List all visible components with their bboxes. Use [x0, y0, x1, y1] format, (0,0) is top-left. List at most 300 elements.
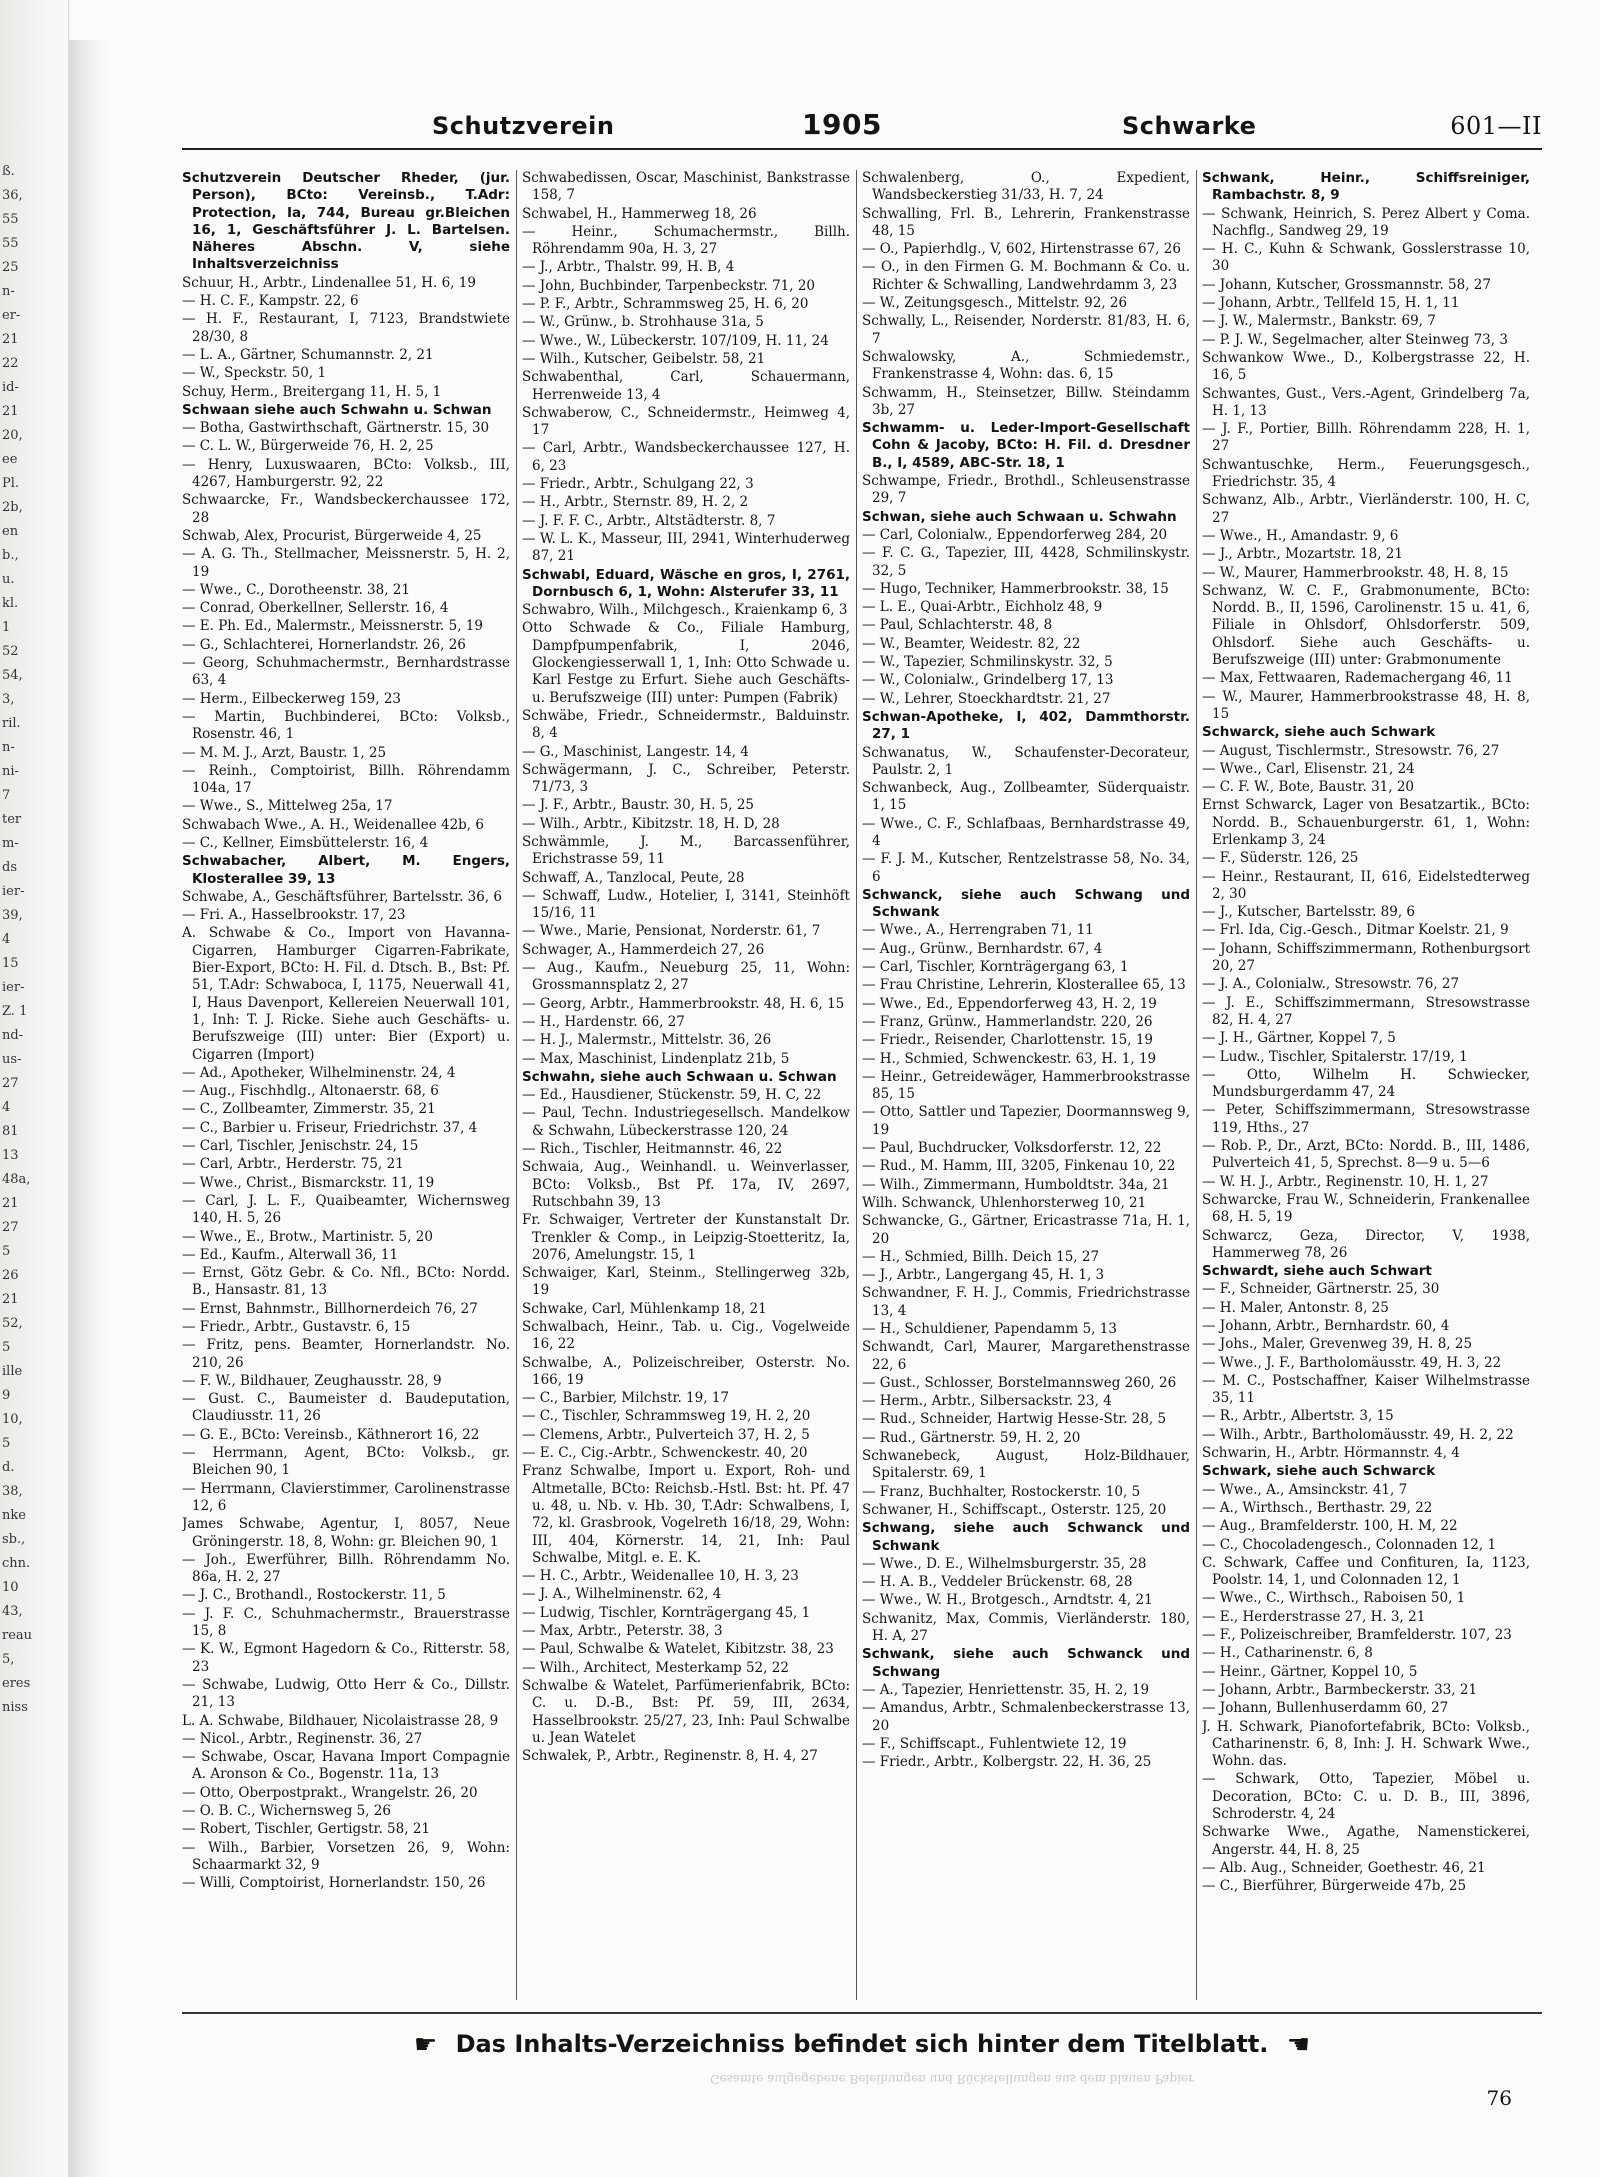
- directory-entry: — J. W., Malermstr., Bankstr. 69, 7: [1202, 313, 1436, 330]
- directory-entry: — Aug., Grünw., Bernhardstr. 67, 4: [862, 940, 1103, 957]
- directory-entry: — J. A., Wilhelminenstr. 62, 4: [522, 1586, 722, 1603]
- directory-entry: Schwarck, siehe auch Schwark: [1202, 724, 1436, 741]
- directory-entry: — Robert, Tischler, Gertigstr. 58, 21: [182, 1821, 430, 1838]
- directory-entry: Schwabedissen, Oscar, Maschinist, Bankstrasse 158, 7: [522, 170, 850, 204]
- directory-entry: — Hugo, Techniker, Hammerbrookstr. 38, 15: [862, 580, 1169, 597]
- gutter-fragment: 27: [2, 1076, 19, 1091]
- directory-entry: — Schwabe, Ludwig, Otto Herr & Co., Dillstr. 21, 13: [182, 1676, 510, 1711]
- directory-entry: — A. G. Th., Stellmacher, Meissnerstr. 5, H. 2, 19: [182, 546, 510, 580]
- directory-entry: — E. Ph. Ed., Malermstr., Meissnerstr. 5, 19: [182, 618, 483, 635]
- gutter-fragment: 7: [2, 788, 11, 803]
- gutter-fragment: nd-: [2, 1028, 24, 1043]
- gutter-fragment: 52: [2, 644, 19, 659]
- directory-entry: — W., Maurer, Hammerbrookstrasse 48, H. 8, 15: [1202, 688, 1530, 722]
- directory-entry: — Friedr., Arbtr., Schulgang 22, 3: [522, 476, 754, 493]
- directory-entry: Schwab, Alex, Procurist, Bürgerweide 4, 25: [182, 527, 482, 544]
- header-year: 1905: [802, 108, 882, 141]
- gutter-fragment: ier-: [2, 980, 25, 995]
- gutter-fragment: Z. 1: [2, 1004, 28, 1019]
- gutter-fragment: 10: [2, 1580, 19, 1595]
- directory-entry: Schwampe, Friedr., Brothdl., Schleusenstrasse 29, 7: [862, 473, 1190, 507]
- directory-entry: — Aug., Kaufm., Neueburg 25, 11, Wohn: Grossmannsplatz 2, 27: [522, 960, 850, 994]
- directory-entry: — H. C., Arbtr., Weidenallee 10, H. 3, 23: [522, 1568, 799, 1585]
- directory-entry: — Johann, Kutscher, Grossmannstr. 58, 27: [1202, 276, 1491, 293]
- directory-entry: Schutzverein Deutscher Rheder, (jur. Person), BCto: Vereinsb., T.Adr: Protection, Ia, 744, Bureau gr.Bleichen 16, 1, Geschäftsführer J. L. Bartelsen. Näheres Abschn. V, siehe Inhaltsverzeichniss: [182, 170, 510, 273]
- directory-entry: Schwanatus, W., Schaufenster-Decorateur, Paulstr. 2, 1: [862, 744, 1190, 778]
- gutter-fragment: 10,: [2, 1412, 23, 1427]
- directory-entry: — Wilh., Barbier, Vorsetzen 26, 9, Wohn: Schaarmarkt 32, 9: [182, 1839, 510, 1873]
- directory-entry: Schwabel, H., Hammerweg 18, 26: [522, 205, 757, 222]
- directory-entry: — Heinr., Restaurant, II, 616, Eidelstedterweg 2, 30: [1202, 868, 1530, 902]
- gutter-fragment: 5: [2, 1436, 11, 1451]
- directory-entry: — Wwe., A., Herrengraben 71, 11: [862, 922, 1094, 939]
- directory-entry: — Carl, Arbtr., Herderstr. 75, 21: [182, 1156, 404, 1173]
- directory-entry: — C., Chocoladengesch., Colonnaden 12, 1: [1202, 1536, 1497, 1553]
- directory-entry: — Ernst, Götz Gebr. & Co. Nfl., BCto: Nordd. B., Hansastr. 81, 13: [182, 1265, 510, 1299]
- directory-entry: — Wilh., Kutscher, Geibelstr. 58, 21: [522, 350, 766, 367]
- directory-entry: — Paul, Techn. Industriegesellsch. Mandelkow & Schwahn, Lübeckerstrasse 120, 24: [522, 1105, 850, 1139]
- directory-entry: — J., Arbtr., Mozartstr. 18, 21: [1202, 546, 1403, 563]
- gutter-fragment: 9: [2, 1388, 11, 1403]
- gutter-fragment: chn.: [2, 1556, 31, 1571]
- directory-entry: — C., Bierführer, Bürgerweide 47b, 25: [1202, 1878, 1467, 1895]
- directory-entry: Schwankow Wwe., D., Kolbergstrasse 22, H. 16, 5: [1202, 349, 1530, 384]
- gutter-fragment: ier-: [2, 884, 25, 899]
- directory-entry: — H. C., Kuhn & Schwank, Gosslerstrasse 10, 30: [1202, 241, 1530, 275]
- directory-entry: — C., Kellner, Eimsbüttelerstr. 16, 4: [182, 834, 429, 851]
- gutter-fragment: ni-: [2, 764, 19, 779]
- gutter-fragment: m-: [2, 836, 19, 851]
- column-3: [862, 170, 1190, 2010]
- directory-entry: — Henry, Luxuswaaren, BCto: Volksb., III, 4267, Hamburgerstr. 92, 22: [182, 456, 510, 491]
- directory-entry: — Schwaff, Ludw., Hotelier, I, 3141, Steinhöft 15/16, 11: [522, 887, 850, 922]
- directory-entry: Schwalowsky, A., Schmiedemstr., Frankenstrasse 4, Wohn: das. 6, 15: [862, 348, 1190, 383]
- gutter-fragment: 22: [2, 356, 19, 371]
- directory-entry: — Clemens, Arbtr., Pulverteich 37, H. 2, 5: [522, 1426, 810, 1443]
- directory-entry: — Herrmann, Agent, BCto: Volksb., gr. Bleichen 90, 1: [182, 1445, 510, 1479]
- footer-notice: [182, 2030, 1542, 2070]
- directory-entry: — F. C. G., Tapezier, III, 4428, Schmilinskystr. 32, 5: [862, 545, 1190, 579]
- directory-entry: Schwalbach, Heinr., Tab. u. Cig., Vogelweide 16, 22: [522, 1319, 850, 1353]
- directory-entry: Schuur, H., Arbtr., Lindenallee 51, H. 6, 19: [182, 274, 476, 291]
- directory-entry: — F. W., Bildhauer, Zeughausstr. 28, 9: [182, 1372, 442, 1389]
- column-divider: [516, 170, 517, 2000]
- directory-entry: — Wilh., Zimmermann, Humboldtstr. 34a, 21: [862, 1176, 1170, 1193]
- directory-entry: — Wwe., C., Dorotheenstr. 38, 21: [182, 581, 410, 598]
- directory-entry: — Ad., Apotheker, Wilhelminenstr. 24, 4: [182, 1064, 456, 1081]
- directory-entry: Schwank, siehe auch Schwanck und Schwang: [862, 1646, 1190, 1680]
- gutter-fragment: eres: [2, 1676, 31, 1691]
- directory-entry: — J. H., Gärtner, Koppel 7, 5: [1202, 1030, 1396, 1047]
- directory-entry: Schwaan siehe auch Schwahn u. Schwan: [182, 401, 492, 418]
- directory-entry: — Ludwig, Tischler, Kornträgergang 45, 1: [522, 1604, 811, 1621]
- directory-entry: — Wwe., J. F., Bartholomäusstr. 49, H. 3, 22: [1202, 1354, 1502, 1371]
- gutter-fragment: u.: [2, 572, 15, 587]
- directory-entry: — Rob. P., Dr., Arzt, BCto: Nordd. B., III, 1486, Pulverteich 41, 5, Sprechst. 8—9 u. 5—6: [1202, 1138, 1530, 1172]
- directory-entry: Schwamm- u. Leder-Import-Gesellschaft Cohn & Jacoby, BCto: H. Fil. d. Dresdner B., I, 4589, ABC-Str. 18, 1: [862, 420, 1190, 471]
- directory-entry: — J. F. C., Schuhmachermstr., Brauerstrasse 15, 8: [182, 1605, 510, 1640]
- gutter-fragment: b.,: [2, 548, 19, 563]
- directory-entry: Schwang, siehe auch Schwanck und Schwank: [862, 1520, 1190, 1554]
- directory-entry: — M. M. J., Arzt, Baustr. 1, 25: [182, 744, 387, 761]
- gutter-fragment: 55: [2, 236, 19, 251]
- gutter-fragment: 52,: [2, 1316, 23, 1331]
- directory-entry: — J. F., Portier, Billh. Röhrendamm 228, H. 1, 27: [1202, 421, 1530, 455]
- directory-entry: — Willi, Comptoirist, Hornerlandstr. 150, 26: [182, 1875, 486, 1892]
- directory-entry: L. A. Schwabe, Bildhauer, Nicolaistrasse 28, 9: [182, 1712, 499, 1729]
- directory-entry: — Franz, Buchhalter, Rostockerstr. 10, 5: [862, 1483, 1141, 1500]
- column-4: [1202, 170, 1530, 2010]
- directory-entry: — F., Süderstr. 126, 25: [1202, 850, 1359, 867]
- directory-entry: — Frl. Ida, Cig.-Gesch., Ditmar Koelstr. 21, 9: [1202, 922, 1509, 939]
- gutter-fragment: 20,: [2, 428, 23, 443]
- directory-entry: — Wwe., E., Brotw., Martinistr. 5, 20: [182, 1228, 433, 1245]
- directory-entry: — Schwark, Otto, Tapezier, Möbel u. Decoration, BCto: C. u. D. B., III, 3896, Schroderstr. 4, 24: [1202, 1771, 1530, 1823]
- directory-entry: — O., Papierhdlg., V, 602, Hirtenstrasse 67, 26: [862, 241, 1181, 258]
- running-header: [182, 100, 1542, 150]
- directory-entry: Schwaiger, Karl, Steinm., Stellingerweg 32b, 19: [522, 1265, 850, 1299]
- directory-entry: Schwaia, Aug., Weinhandl. u. Weinverlasser, BCto: Volksb., Bst Pf. 17a, IV, 2697, Rutschbahn 39, 13: [522, 1159, 850, 1210]
- directory-entry: Schwarcke, Frau W., Schneiderin, Frankenallee 68, H. 5, 19: [1202, 1191, 1530, 1226]
- facing-page-fragments: [2, 160, 62, 1960]
- directory-entry: — J. C., Brothandl., Rostockerstr. 11, 5: [182, 1587, 446, 1604]
- directory-entry: Schwandt, Carl, Maurer, Margarethenstrasse 22, 6: [862, 1339, 1190, 1373]
- directory-entry: Schwämmle, J. M., Barcassenführer, Erichstrasse 59, 11: [522, 833, 850, 868]
- footer-divider: [182, 2012, 1542, 2014]
- gutter-fragment: n-: [2, 740, 15, 755]
- directory-entry: — W., Lehrer, Stoeckhardtstr. 21, 27: [862, 690, 1111, 707]
- directory-entry: Schwäbe, Friedr., Schneidermstr., Balduinstr. 8, 4: [522, 707, 850, 742]
- directory-entry: Schwanebeck, August, Holz-Bildhauer, Spitalerstr. 69, 1: [862, 1448, 1190, 1482]
- directory-entry: — Carl, J. L. F., Quaibeamter, Wichernsweg 140, H. 5, 26: [182, 1192, 510, 1227]
- pointing-hand-icon: ☛: [413, 2030, 438, 2060]
- directory-entry: — H. Maler, Antonstr. 8, 25: [1202, 1299, 1389, 1316]
- column-divider: [856, 170, 857, 2000]
- directory-entry: — F., Schiffscapt., Fuhlentwiete 12, 19: [862, 1735, 1127, 1752]
- gutter-fragment: 38,: [2, 1484, 23, 1499]
- book-gutter-shadow: [68, 40, 108, 2177]
- directory-entry: — W. H. J., Arbtr., Reginenstr. 10, H. 1, 27: [1202, 1173, 1489, 1190]
- directory-entry: — Otto, Wilhelm H. Schwiecker, Mundsburgerdamm 47, 24: [1202, 1066, 1530, 1101]
- directory-entry: Schwally, L., Reisender, Norderstr. 81/83, H. 6, 7: [862, 313, 1190, 347]
- directory-entry: — Johann, Arbtr., Tellfeld 15, H. 1, 11: [1202, 295, 1460, 312]
- directory-entry: — Wwe., Ed., Eppendorferweg 43, H. 2, 19: [862, 995, 1157, 1012]
- directory-entry: Schwalbe & Watelet, Parfümerienfabrik, BCto: C. u. D.-B., Bst: Pf. 59, III, 2634, Hasselbrookstr. 25/27, 23, Inh: Paul Schwalbe u. Jean Watelet: [522, 1677, 850, 1746]
- gutter-fragment: 2b,: [2, 500, 23, 515]
- directory-entry: — E., Herderstrasse 27, H. 3, 21: [1202, 1608, 1426, 1625]
- directory-entry: — Carl, Arbtr., Wandsbeckerchaussee 127, H. 6, 23: [522, 440, 850, 474]
- directory-entry: — Franz, Grünw., Hammerlandstr. 220, 26: [862, 1013, 1153, 1030]
- facing-page-edge: [0, 0, 69, 2177]
- directory-entry: — John, Buchbinder, Tarpenbeckstr. 71, 20: [522, 277, 816, 294]
- directory-entry: — J. F., Arbtr., Baustr. 30, H. 5, 25: [522, 797, 755, 814]
- directory-entry: — Wwe., W. H., Brotgesch., Arndtstr. 4, 21: [862, 1592, 1153, 1609]
- directory-entry: Schwager, A., Hammerdeich 27, 26: [522, 941, 765, 958]
- directory-entry: — Ernst, Bahnmstr., Billhornerdeich 76, 27: [182, 1300, 478, 1317]
- directory-entry: Franz Schwalbe, Import u. Export, Roh- und Altmetalle, BCto: Reichsb.-Hstl. Bst: ht. Pf. 47 u. 48, u. Nb. v. Hb. 30, T.Adr: Schwalbens, I, 72, kl. Grasbrook, Vogelreth 16/18, 29, Wohn: III, 404, Körnerstr. 14, 21, Inh: Paul Schwalbe, Mitgl. e. E. K.: [522, 1463, 850, 1566]
- directory-entry: — Carl, Tischler, Jenischstr. 24, 15: [182, 1138, 419, 1155]
- directory-entry: — Aug., Fischhdlg., Altonaerstr. 68, 6: [182, 1083, 439, 1100]
- directory-entry: — Max, Arbtr., Peterstr. 38, 3: [522, 1623, 723, 1640]
- gutter-fragment: 55: [2, 212, 19, 227]
- directory-entry: Schwamm, H., Steinsetzer, Billw. Steindamm 3b, 27: [862, 384, 1190, 418]
- directory-entry: — E. C., Cig.-Arbtr., Schwenckestr. 40, 20: [522, 1445, 808, 1462]
- directory-entry: — W., Beamter, Weidestr. 82, 22: [862, 635, 1081, 652]
- gutter-fragment: Pl.: [2, 476, 20, 491]
- directory-entry: Schwaner, H., Schiffscapt., Osterstr. 125, 20: [862, 1501, 1167, 1518]
- directory-entry: — C., Barbier u. Friseur, Friedrichstr. 37, 4: [182, 1119, 478, 1136]
- directory-entry: — Wilh., Arbtr., Bartholomäusstr. 49, H. 2, 22: [1202, 1426, 1514, 1443]
- directory-entry: J. H. Schwark, Pianofortefabrik, BCto: Volksb., Catharinenstr. 6, 8, Inh: J. H. Schwark Wwe., Wohn. das.: [1202, 1718, 1530, 1770]
- directory-entry: — August, Tischlermstr., Stresowstr. 76, 27: [1202, 742, 1500, 759]
- directory-entry: — Herm., Arbtr., Silbersackstr. 23, 4: [862, 1393, 1112, 1410]
- directory-entry: Schwabl, Eduard, Wäsche en gros, I, 2761, Dornbusch 6, 1, Wohn: Alsterufer 33, 11: [522, 566, 850, 600]
- directory-entry: — Wwe., D. E., Wilhelmsburgerstr. 35, 28: [862, 1555, 1147, 1572]
- directory-entry: — K. W., Egmont Hagedorn & Co., Ritterstr. 58, 23: [182, 1641, 510, 1675]
- gutter-fragment: ß.: [2, 164, 15, 179]
- directory-entry: — G., Maschinist, Langestr. 14, 4: [522, 743, 749, 760]
- directory-entry: — Schwabe, Oscar, Havana Import Compagnie A. Aronson & Co., Bogenstr. 11a, 13: [182, 1749, 510, 1783]
- gutter-fragment: kl.: [2, 596, 19, 611]
- directory-entry: — Max, Maschinist, Lindenplatz 21b, 5: [522, 1050, 790, 1067]
- directory-entry: Wilh. Schwanck, Uhlenhorsterweg 10, 21: [862, 1194, 1147, 1211]
- directory-entry: Schwahn, siehe auch Schwaan u. Schwan: [522, 1068, 837, 1085]
- directory-entry: — W., Maurer, Hammerbrookstr. 48, H. 8, 15: [1202, 564, 1509, 581]
- directory-entry: — C., Barbier, Milchstr. 19, 17: [522, 1390, 729, 1407]
- directory-entry: — W., Grünw., b. Strohhause 31a, 5: [522, 314, 764, 331]
- directory-entry: — G. E., BCto: Vereinsb., Käthnerort 16, 22: [182, 1426, 480, 1443]
- directory-entry: — M. C., Postschaffner, Kaiser Wilhelmstrasse 35, 11: [1202, 1372, 1530, 1407]
- directory-entry: — J., Kutscher, Bartelsstr. 89, 6: [1202, 904, 1416, 921]
- directory-entry: — W., Speckstr. 50, 1: [182, 365, 327, 382]
- directory-entry: — Wwe., C., Wirthsch., Raboisen 50, 1: [1202, 1590, 1466, 1607]
- directory-entry: Schwank, Heinr., Schiffsreiniger, Rambachstr. 8, 9: [1202, 170, 1530, 204]
- directory-entry: James Schwabe, Agentur, I, 8057, Neue Gröningerstr. 18, 8, Wohn: gr. Bleichen 90, 1: [182, 1516, 510, 1550]
- directory-entry: Schwalenberg, O., Expedient, Wandsbeckerstieg 31/33, H. 7, 24: [862, 170, 1190, 204]
- directory-entry: — Heinr., Gärtner, Koppel 10, 5: [1202, 1663, 1418, 1680]
- directory-entry: — Martin, Buchbinderei, BCto: Volksb., Rosenstr. 46, 1: [182, 708, 510, 743]
- directory-entry: — R., Arbtr., Albertstr. 3, 15: [1202, 1408, 1394, 1425]
- directory-entry: — Paul, Schwalbe & Watelet, Kibitzstr. 38, 23: [522, 1641, 834, 1658]
- directory-entry: — Friedr., Reisender, Charlottenstr. 15, 19: [862, 1032, 1154, 1049]
- directory-entry: C. Schwark, Caffee und Confituren, Ia, 1123, Poolstr. 14, 1, und Colonnaden 12, 1: [1202, 1554, 1530, 1589]
- directory-entry: — H., Hardenstr. 66, 27: [522, 1013, 685, 1030]
- directory-entry: — Alb. Aug., Schneider, Goethestr. 46, 21: [1202, 1859, 1486, 1876]
- gutter-fragment: 25: [2, 260, 19, 275]
- gutter-fragment: 81: [2, 1124, 19, 1139]
- directory-entry: — Rud., Schneider, Hartwig Hesse-Str. 28, 5: [862, 1411, 1167, 1428]
- directory-entry: — Wilh., Architect, Mesterkamp 52, 22: [522, 1659, 789, 1676]
- directory-entry: — H., Schmied, Schwenckestr. 63, H. 1, 19: [862, 1050, 1157, 1067]
- directory-entry: Ernst Schwarck, Lager von Besatzartik., BCto: Nordd. B., Schauenburgerstr. 61, 1, Wohn: Erlenkamp 3, 24: [1202, 797, 1530, 848]
- directory-entry: — J. A., Colonialw., Stresowstr. 76, 27: [1202, 976, 1460, 993]
- gutter-fragment: 3,: [2, 692, 15, 707]
- gutter-fragment: 43,: [2, 1604, 23, 1619]
- directory-entry: — Wwe., Carl, Elisenstr. 21, 24: [1202, 760, 1415, 777]
- directory-entry: Schwardt, siehe auch Schwart: [1202, 1263, 1432, 1280]
- directory-entry: Schwaberow, C., Schneidermstr., Heimweg 4, 17: [522, 404, 850, 439]
- directory-entry: — J., Arbtr., Langergang 45, H. 1, 3: [862, 1267, 1105, 1284]
- directory-entry: — J. F. F. C., Arbtr., Altstädterstr. 8, 7: [522, 512, 776, 529]
- directory-entry: — H., Schmied, Billh. Deich 15, 27: [862, 1248, 1100, 1265]
- gutter-fragment: 21: [2, 404, 19, 419]
- directory-entry: Schwanck, siehe auch Schwang und Schwank: [862, 886, 1190, 921]
- directory-entry: Schwarcz, Geza, Director, V, 1938, Hammerweg 78, 26: [1202, 1227, 1530, 1261]
- directory-entry: — H. C. F., Kampstr. 22, 6: [182, 293, 359, 310]
- directory-entry: — Wwe., A., Amsinckstr. 41, 7: [1202, 1481, 1408, 1498]
- directory-entry: Schwabenthal, Carl, Schauermann, Herrenweide 13, 4: [522, 369, 850, 403]
- footer-text: Das Inhalts-Verzeichniss befindet sich hinter dem Titelblatt.: [455, 2030, 1269, 2058]
- directory-entry: Fr. Schwaiger, Vertreter der Kunstanstalt Dr. Trenkler & Comp., in Leipzig-Stoetteritz, Ia, 2076, Amelungstr. 15, 1: [522, 1212, 850, 1263]
- directory-entry: — Herrmann, Clavierstimmer, Carolinenstrasse 12, 6: [182, 1480, 510, 1514]
- gutter-fragment: er-: [2, 308, 21, 323]
- directory-entry: — Frau Christine, Lehrerin, Klosterallee 65, 13: [862, 977, 1186, 994]
- gutter-fragment: 26: [2, 1268, 19, 1283]
- directory-entry: Schuy, Herm., Breitergang 11, H. 5, 1: [182, 383, 442, 400]
- directory-entry: — Friedr., Arbtr., Gustavstr. 6, 15: [182, 1319, 411, 1335]
- directory-entry: — H. A. B., Veddeler Brückenstr. 68, 28: [862, 1574, 1133, 1591]
- directory-entry: — Otto, Oberpostprakt., Wrangelstr. 26, 20: [182, 1784, 478, 1801]
- gutter-fragment: 36,: [2, 188, 23, 203]
- directory-entry: — Joh., Ewerführer, Billh. Röhrendamm No. 86a, H. 2, 27: [182, 1551, 510, 1586]
- directory-entry: — L. E., Quai-Arbtr., Eichholz 48, 9: [862, 599, 1103, 616]
- directory-entry: — Heinr., Getreidewäger, Hammerbrookstrasse 85, 15: [862, 1068, 1190, 1103]
- directory-entry: — Johann, Arbtr., Bernhardstr. 60, 4: [1202, 1318, 1450, 1334]
- directory-entry: A. Schwabe & Co., Import von Havanna-Cigarren, Hamburger Cigarren-Fabrikate, Bier-Export, BCto: H. Fil. d. Dtsch. B., Bst: Pf. 51, T.Adr: Schwaboca, I, 1175, Neuerwall 41, I, Haus Davenport, Kellereien Neuerwall 101, 1, Inh: T. J. Ricke. Siehe auch Geschäfts- u. Berufszweige (III) unter: Bier (Export) u. Cigarren (Import): [182, 925, 510, 1063]
- directory-entry: — C., Tischler, Schrammsweg 19, H. 2, 20: [522, 1408, 811, 1425]
- directory-entry: Schwarin, H., Arbtr. Hörmannstr. 4, 4: [1202, 1445, 1460, 1462]
- gutter-fragment: 13: [2, 1148, 19, 1163]
- directory-entry: — Otto, Sattler und Tapezier, Doormannsweg 9, 19: [862, 1104, 1190, 1138]
- directory-entry: — Amandus, Arbtr., Schmalenbeckerstrasse 13, 20: [862, 1700, 1190, 1734]
- directory-entry: — Herm., Eilbeckerweg 159, 23: [182, 690, 401, 707]
- directory-entry: — Nicol., Arbtr., Reginenstr. 36, 27: [182, 1730, 423, 1747]
- directory-entry: — Rich., Tischler, Heitmannstr. 46, 22: [522, 1141, 783, 1158]
- gutter-fragment: n-: [2, 284, 15, 299]
- directory-entry: — H., Arbtr., Sternstr. 89, H. 2, 2: [522, 494, 749, 511]
- directory-entry: Schwantes, Gust., Vers.-Agent, Grindelberg 7a, H. 1, 13: [1202, 385, 1530, 419]
- directory-entry: — Wwe., W., Lübeckerstr. 107/109, H. 11, 24: [522, 332, 829, 349]
- directory-entry: — C., Zollbeamter, Zimmerstr. 35, 21: [182, 1101, 436, 1118]
- directory-entry: — H., Catharinenstr. 6, 8: [1202, 1645, 1373, 1662]
- gutter-fragment: 1: [2, 620, 11, 635]
- directory-entry: — O. B. C., Wichernsweg 5, 26: [182, 1803, 391, 1820]
- directory-entry: — F., Schneider, Gärtnerstr. 25, 30: [1202, 1281, 1440, 1298]
- directory-entry: — Wwe., C. F., Schlafbaas, Bernhardstrasse 49, 4: [862, 815, 1190, 849]
- directory-entry: — L. A., Gärtner, Schumannstr. 2, 21: [182, 346, 434, 363]
- directory-entry: — Fritz, pens. Beamter, Hornerlandstr. No. 210, 26: [182, 1337, 510, 1371]
- directory-entry: — C. L. W., Bürgerweide 76, H. 2, 25: [182, 438, 434, 455]
- directory-entry: Schwake, Carl, Mühlenkamp 18, 21: [522, 1300, 767, 1317]
- gutter-fragment: niss: [2, 1700, 28, 1715]
- gutter-fragment: 21: [2, 332, 19, 347]
- gutter-fragment: sb.,: [2, 1532, 26, 1547]
- directory-entry: — G., Schlachterei, Hornerlandstr. 26, 26: [182, 636, 466, 653]
- directory-entry: — Reinh., Comptoirist, Billh. Röhrendamm 104a, 17: [182, 762, 510, 797]
- gutter-fragment: ter: [2, 812, 22, 827]
- directory-entry: — Schwank, Heinrich, S. Perez Albert y Coma. Nachflg., Sandweg 29, 19: [1202, 205, 1530, 239]
- directory-entry: — F. J. M., Kutscher, Rentzelstrasse 58, No. 34, 6: [862, 851, 1190, 885]
- directory-entry: — H., Schuldiener, Papendamm 5, 13: [862, 1321, 1117, 1337]
- gutter-fragment: d.: [2, 1460, 15, 1475]
- directory-entry: — Johs., Maler, Grevenweg 39, H. 8, 25: [1202, 1336, 1473, 1353]
- gutter-fragment: ril.: [2, 716, 21, 731]
- gutter-fragment: ds: [2, 860, 17, 875]
- directory-entry: Schwaff, A., Tanzlocal, Peute, 28: [522, 869, 745, 886]
- header-left-keyword: Schutzverein: [432, 112, 615, 140]
- directory-entry: — Georg, Schuhmachermstr., Bernhardstrasse 63, 4: [182, 655, 510, 689]
- directory-entry: — J., Arbtr., Thalstr. 99, H. B, 4: [522, 259, 735, 276]
- directory-entry: — Rud., Gärtnerstr. 59, H. 2, 20: [862, 1429, 1081, 1446]
- directory-entry: — Rud., M. Hamm, III, 3205, Finkenau 10, 22: [862, 1158, 1176, 1175]
- directory-entry: — Johann, Arbtr., Barmbeckerstr. 33, 21: [1202, 1681, 1478, 1698]
- directory-entry: — Gust. C., Baumeister d. Baudeputation, Claudiusstr. 11, 26: [182, 1391, 510, 1425]
- gutter-fragment: 4: [2, 932, 11, 947]
- column-divider: [1196, 170, 1197, 2000]
- directory-entry: Schwanz, Alb., Arbtr., Vierländerstr. 100, H. C, 27: [1202, 492, 1530, 526]
- directory-entry: — Ed., Hausdiener, Stückenstr. 59, H. C, 22: [522, 1087, 822, 1104]
- directory-entry: — H. F., Restaurant, I, 7123, Brandstwiete 28/30, 8: [182, 311, 510, 345]
- gutter-fragment: ille: [2, 1364, 23, 1379]
- column-2: [522, 170, 850, 2010]
- directory-entry: — Conrad, Oberkellner, Sellerstr. 16, 4: [182, 600, 449, 617]
- directory-entry: — A., Tapezier, Henriettenstr. 35, H. 2, 19: [862, 1681, 1150, 1698]
- directory-entry: Schwarke Wwe., Agathe, Namenstickerei, Angerstr. 44, H. 8, 25: [1202, 1824, 1530, 1858]
- directory-entry: — H. J., Malermstr., Mittelstr. 36, 26: [522, 1032, 772, 1049]
- directory-entry: Schwaarcke, Fr., Wandsbeckerchaussee 172, 28: [182, 492, 510, 526]
- directory-entry: — F., Polizeischreiber, Bramfelderstr. 107, 23: [1202, 1627, 1512, 1644]
- directory-entry: — Wwe., Christ., Bismarckstr. 11, 19: [182, 1174, 435, 1191]
- directory-entry: Schwägermann, J. C., Schreiber, Peterstr. 71/73, 3: [522, 761, 850, 796]
- gutter-fragment: 5,: [2, 1652, 15, 1667]
- directory-entry: Schwalbe, A., Polizeischreiber, Osterstr. No. 166, 19: [522, 1354, 850, 1388]
- gutter-fragment: 21: [2, 1196, 19, 1211]
- directory-entry: — Ludw., Tischler, Spitalerstr. 17/19, 1: [1202, 1048, 1468, 1065]
- directory-entry: Schwabacher, Albert, M. Engers, Klosterallee 39, 13: [182, 853, 510, 887]
- directory-entry: Schwabro, Wilh., Milchgesch., Kraienkamp 6, 3: [522, 602, 848, 619]
- directory-entry: Schwanbeck, Aug., Zollbeamter, Süderquaistr. 1, 15: [862, 780, 1190, 814]
- directory-entry: — Friedr., Arbtr., Kolbergstr. 22, H. 36, 25: [862, 1754, 1152, 1771]
- directory-entry: — Aug., Bramfelderstr. 100, H. M, 22: [1202, 1518, 1458, 1535]
- directory-entry: — Botha, Gastwirthschaft, Gärtnerstr. 15, 30: [182, 420, 490, 437]
- directory-entry: Otto Schwade & Co., Filiale Hamburg, Dampfpumpenfabrik, I, 2046, Glockengiesserwall 1, 1, Inh: Otto Schwade u. Karl Festge zu Erfurt. Siehe auch Geschäfts- u. Berufszweige (III) unter: Pumpen (Fabrik): [522, 620, 850, 706]
- directory-entry: Schwabe, A., Geschäftsführer, Bartelsstr. 36, 6: [182, 888, 503, 905]
- gutter-fragment: 27: [2, 1220, 19, 1235]
- gutter-fragment: us-: [2, 1052, 22, 1067]
- directory-entry: Schwantuschke, Herm., Feuerungsgesch., Friedrichstr. 35, 4: [1202, 456, 1530, 491]
- directory-entry: — Peter, Schiffszimmermann, Stresowstrasse 119, Hths., 27: [1202, 1102, 1530, 1136]
- directory-entry: — Gust., Schlosser, Borstelmannsweg 260, 26: [862, 1374, 1177, 1391]
- header-page-number: 601—II: [1450, 112, 1542, 140]
- directory-entry: Schwalek, P., Arbtr., Reginenstr. 8, H. 4, 27: [522, 1748, 818, 1765]
- directory-entry: — Johann, Schiffszimmermann, Rothenburgsort 20, 27: [1202, 940, 1530, 975]
- directory-entry: Schwabach Wwe., A. H., Weidenallee 42b, 6: [182, 816, 484, 833]
- directory-entry: — Wwe., H., Amandastr. 9, 6: [1202, 527, 1399, 544]
- directory-entry: — Paul, Buchdrucker, Volksdorferstr. 12, 22: [862, 1140, 1162, 1157]
- directory-entry: Schwan, siehe auch Schwaan u. Schwahn: [862, 508, 1177, 525]
- directory-entry: — W., Tapezier, Schmilinskystr. 32, 5: [862, 654, 1113, 671]
- directory-entry: — Wwe., Marie, Pensionat, Norderstr. 61, 7: [522, 923, 821, 940]
- directory-entry: — Max, Fettwaaren, Rademachergang 46, 11: [1202, 670, 1513, 687]
- gutter-fragment: 54,: [2, 668, 23, 683]
- directory-entry: Schwan-Apotheke, I, 402, Dammthorstr. 27, 1: [862, 708, 1190, 743]
- gutter-fragment: 5: [2, 1340, 11, 1355]
- gutter-fragment: 15: [2, 956, 19, 971]
- column-1: [182, 170, 510, 2010]
- directory-entry: Schwanitz, Max, Commis, Vierländerstr. 180, H. A, 27: [862, 1610, 1190, 1645]
- directory-columns: [182, 170, 1542, 2010]
- directory-entry: — J. E., Schiffszimmermann, Stresowstrasse 82, H. 4, 27: [1202, 994, 1530, 1028]
